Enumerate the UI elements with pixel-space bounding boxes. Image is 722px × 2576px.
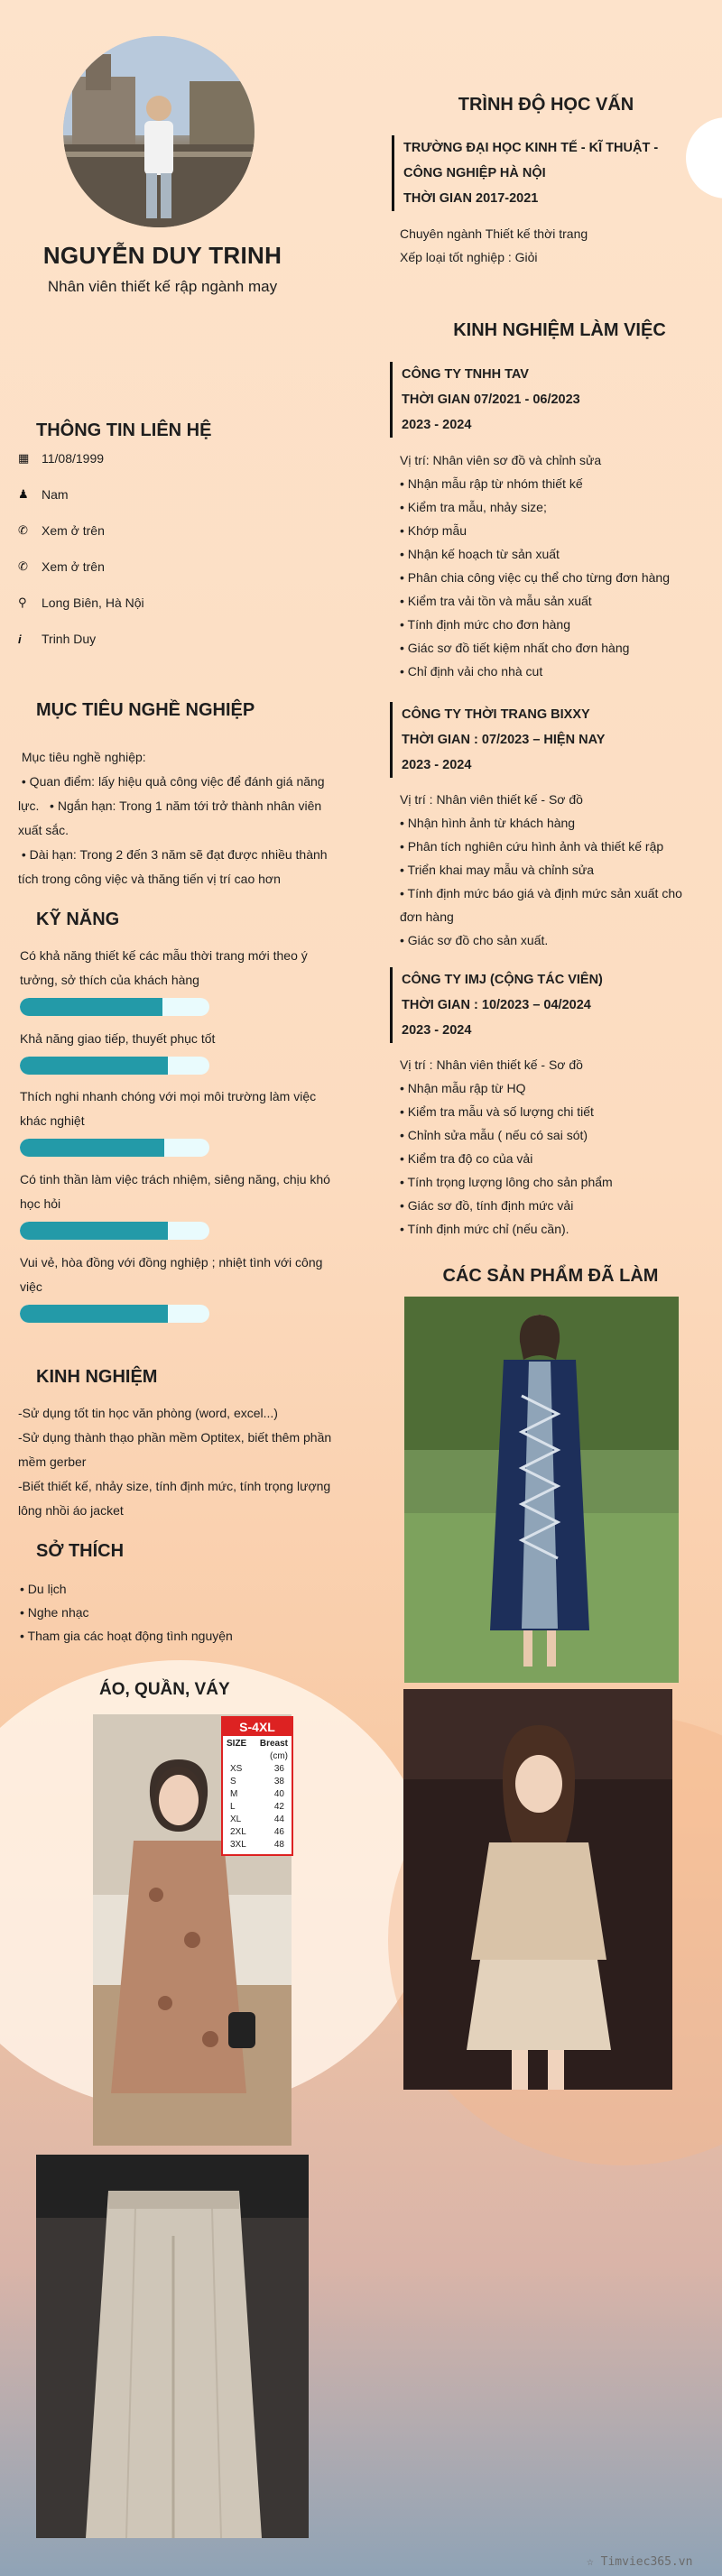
experience-line: lông nhồi áo jacket — [18, 1503, 124, 1518]
job-3-header — [390, 967, 697, 1043]
list-item: • Khớp mẫu — [400, 519, 707, 542]
job-years: 2023 - 2024 — [402, 1023, 472, 1038]
table-row: L 42 — [230, 1802, 284, 1812]
job-1-tasks — [400, 472, 707, 683]
education-major: Chuyên ngành Thiết kế thời trang — [400, 226, 588, 241]
size-chart-tag — [221, 1716, 293, 1856]
list-item: • Tính định mức cho đơn hàng — [400, 613, 707, 636]
skill-label: Thích nghi nhanh chóng với mọi môi trường làm việc khác nghiệt — [20, 1089, 317, 1128]
list-item: • Phân chia công việc cụ thể cho từng đơn hàng — [400, 566, 707, 589]
skill-bar-fill — [20, 1139, 164, 1157]
skill-item — [20, 1168, 331, 1240]
contact-email: Xem ở trên — [42, 559, 105, 574]
school-name-line2: CÔNG NGHIỆP HÀ NỘI — [403, 166, 546, 180]
person-name: NGUYỄN DUY TRINH — [42, 242, 282, 269]
job-2-header — [390, 702, 697, 778]
skill-label: Có khả năng thiết kế các mẫu thời trang mới theo ý tưởng, sở thích của khách hàng — [20, 948, 308, 987]
table-row: 2XL 46 — [230, 1827, 284, 1837]
contact-row — [18, 585, 325, 621]
product-photo-trousers — [36, 2155, 309, 2538]
objective-line: • Quan điểm: lấy hiệu quả công việc để đánh giá năng — [18, 774, 325, 789]
list-item: • Kiểm tra mẫu, nhảy size; — [400, 495, 707, 519]
skill-bar — [20, 998, 209, 1016]
list-item: • Triển khai may mẫu và chỉnh sửa — [400, 858, 689, 882]
skill-item — [20, 944, 331, 1016]
skill-item — [20, 1027, 331, 1075]
product-photo-dress — [404, 1297, 679, 1683]
experience-line: -Sử dụng thành thạo phần mềm Optitex, biết thêm phần — [18, 1430, 332, 1445]
contact-birthday: 11/08/1999 — [42, 451, 105, 466]
table-row: 3XL 48 — [230, 1840, 284, 1850]
list-item: • Nhận kế hoạch từ sản xuất — [400, 542, 707, 566]
skill-item — [20, 1085, 331, 1157]
skill-item — [20, 1251, 331, 1323]
contact-row — [18, 549, 325, 585]
table-row: S 38 — [230, 1777, 284, 1787]
skill-label: Khả năng giao tiếp, thuyết phục tốt — [20, 1031, 216, 1046]
info-icon: i — [18, 632, 22, 646]
size-range-badge: S-4XL — [223, 1718, 292, 1736]
list-item: • Kiểm tra mẫu và số lượng chi tiết — [400, 1100, 707, 1123]
skill-label: Có tinh thần làm việc trách nhiệm, siêng năng, chịu khó học hỏi — [20, 1172, 330, 1211]
skill-bar — [20, 1139, 209, 1157]
education-block — [392, 135, 699, 211]
table-row: M 40 — [230, 1789, 284, 1799]
job-position: Vị trí: Nhân viên sơ đồ và chỉnh sửa — [400, 453, 602, 467]
contact-title: THÔNG TIN LIÊN HỆ — [36, 420, 212, 440]
objective-line: tích trong công việc và thăng tiến vị trí cao hơn — [18, 872, 281, 886]
job-position: Vị trí : Nhân viên thiết kế - Sơ đồ — [400, 1057, 583, 1072]
job-years: 2023 - 2024 — [402, 418, 472, 432]
list-item: • Nhận hình ảnh từ khách hàng — [400, 811, 689, 835]
objective-line: lực. • Ngắn hạn: Trong 1 năm tới trở thành nhân viên — [18, 799, 322, 813]
table-row: XS 36 — [230, 1764, 284, 1774]
objective-title: MỤC TIÊU NGHỀ NGHIỆP — [36, 700, 255, 720]
objective-line: Mục tiêu nghề nghiệp: — [18, 750, 146, 764]
calendar-icon: ▦ — [18, 451, 30, 465]
skills-title: KỸ NĂNG — [36, 909, 120, 929]
table-row: XL 44 — [230, 1814, 284, 1824]
size-chart-unit: (cm) — [270, 1751, 288, 1761]
education-period: THỜI GIAN 2017-2021 — [403, 191, 539, 206]
job-3-tasks — [400, 1076, 707, 1241]
job-company: CÔNG TY THỜI TRANG BIXXY — [402, 707, 590, 722]
skill-bar — [20, 1222, 209, 1240]
list-item: • Nghe nhạc — [20, 1601, 233, 1624]
job-period: THỜI GIAN : 07/2023 – HIỆN NAY — [402, 733, 606, 747]
phone-icon: ✆ — [18, 559, 28, 573]
work-experience-title: KINH NGHIỆM LÀM VIỆC — [453, 320, 666, 340]
experience-left-text — [18, 1401, 343, 1523]
objective-line: xuất sắc. — [18, 823, 69, 837]
skill-bar-fill — [20, 1305, 168, 1323]
contact-row — [18, 476, 325, 512]
contact-row — [18, 621, 325, 657]
skill-bar-fill — [20, 1222, 168, 1240]
list-item: • Tính định mức chỉ (nếu cần). — [400, 1217, 707, 1241]
job-period: THỜI GIAN 07/2021 - 06/2023 — [402, 392, 580, 407]
list-item: • Kiểm tra độ co của vải — [400, 1147, 707, 1170]
skill-bar — [20, 1057, 209, 1075]
products-title: CÁC SẢN PHẨM ĐÃ LÀM — [442, 1266, 659, 1286]
hobbies-title: SỞ THÍCH — [36, 1541, 125, 1561]
job-position: Vị trí : Nhân viên thiết kế - Sơ đồ — [400, 792, 583, 807]
list-item: • Chỉnh sửa mẫu ( nếu có sai sót) — [400, 1123, 707, 1147]
objective-line: • Dài hạn: Trong 2 đến 3 năm sẽ đạt được nhiều thành — [18, 847, 328, 862]
avatar — [63, 36, 255, 227]
product-category-label: ÁO, QUẦN, VÁY — [99, 1680, 230, 1699]
experience-line: mềm gerber — [18, 1454, 87, 1469]
list-item: • Giác sơ đồ cho sản xuất. — [400, 928, 689, 952]
list-item: • Tính trọng lượng lông cho sản phẩm — [400, 1170, 707, 1194]
list-item: • Phân tích nghiên cứu hình ảnh và thiết kế rập — [400, 835, 689, 858]
contact-list — [18, 440, 325, 657]
star-icon: ☆ — [587, 2555, 601, 2569]
contact-social: Trinh Duy — [42, 632, 97, 646]
school-name-line1: TRƯỜNG ĐẠI HỌC KINH TẾ - KĨ THUẬT - — [403, 141, 659, 155]
experience-left-title: KINH NGHIỆM — [36, 1367, 158, 1387]
list-item: • Du lịch — [20, 1577, 233, 1601]
job-1-header — [390, 362, 697, 438]
list-item: • Tính định mức báo giá và định mức sản xuất cho đơn hàng — [400, 882, 689, 928]
watermark: ☆ Timviec365.vn — [587, 2555, 693, 2569]
job-years: 2023 - 2024 — [402, 758, 472, 772]
list-item: • Nhận mẫu rập từ HQ — [400, 1076, 707, 1100]
job-company: CÔNG TY TNHH TAV — [402, 367, 529, 382]
skill-bar-fill — [20, 1057, 168, 1075]
experience-line: -Biết thiết kế, nhảy size, tính định mức, tính trọng lượng — [18, 1479, 331, 1493]
contact-row — [18, 440, 325, 476]
list-item: • Giác sơ đồ tiết kiệm nhất cho đơn hàng — [400, 636, 707, 660]
product-photo-blouse-skirt — [403, 1689, 672, 2090]
list-item: • Chỉ định vải cho nhà cut — [400, 660, 707, 683]
job-2-tasks — [400, 811, 689, 952]
education-grade: Xếp loại tốt nghiệp : Giỏi — [400, 250, 538, 264]
list-item: • Nhận mẫu rập từ nhóm thiết kế — [400, 472, 707, 495]
job-company: CÔNG TY IMJ (CỘNG TÁC VIÊN) — [402, 973, 603, 987]
contact-phone: Xem ở trên — [42, 523, 105, 538]
hobbies-list — [20, 1577, 233, 1648]
education-title: TRÌNH ĐỘ HỌC VẤN — [458, 95, 634, 115]
map-pin-icon: ⚲ — [18, 596, 27, 609]
contact-row — [18, 512, 325, 549]
contact-gender: Nam — [42, 487, 69, 502]
experience-line: -Sử dụng tốt tin học văn phòng (word, excel...) — [18, 1406, 278, 1420]
list-item: • Giác sơ đồ, tính định mức vải — [400, 1194, 707, 1217]
objective-text — [18, 745, 334, 891]
job-period: THỜI GIAN : 10/2023 – 04/2024 — [402, 998, 591, 1012]
size-chart-header: SIZE Breast — [227, 1739, 288, 1749]
person-icon: ♟ — [18, 487, 29, 501]
skill-bar-fill — [20, 998, 162, 1016]
skill-bar — [20, 1305, 209, 1323]
skill-label: Vui vẻ, hòa đồng với đồng nghiệp ; nhiệt tình với công việc — [20, 1255, 323, 1294]
phone-icon: ✆ — [18, 523, 28, 537]
person-role: Nhân viên thiết kế rập ngành may — [47, 278, 278, 295]
contact-address: Long Biên, Hà Nội — [42, 596, 144, 610]
list-item: • Kiểm tra vải tồn và mẫu sản xuất — [400, 589, 707, 613]
list-item: • Tham gia các hoạt động tình nguyện — [20, 1624, 233, 1648]
